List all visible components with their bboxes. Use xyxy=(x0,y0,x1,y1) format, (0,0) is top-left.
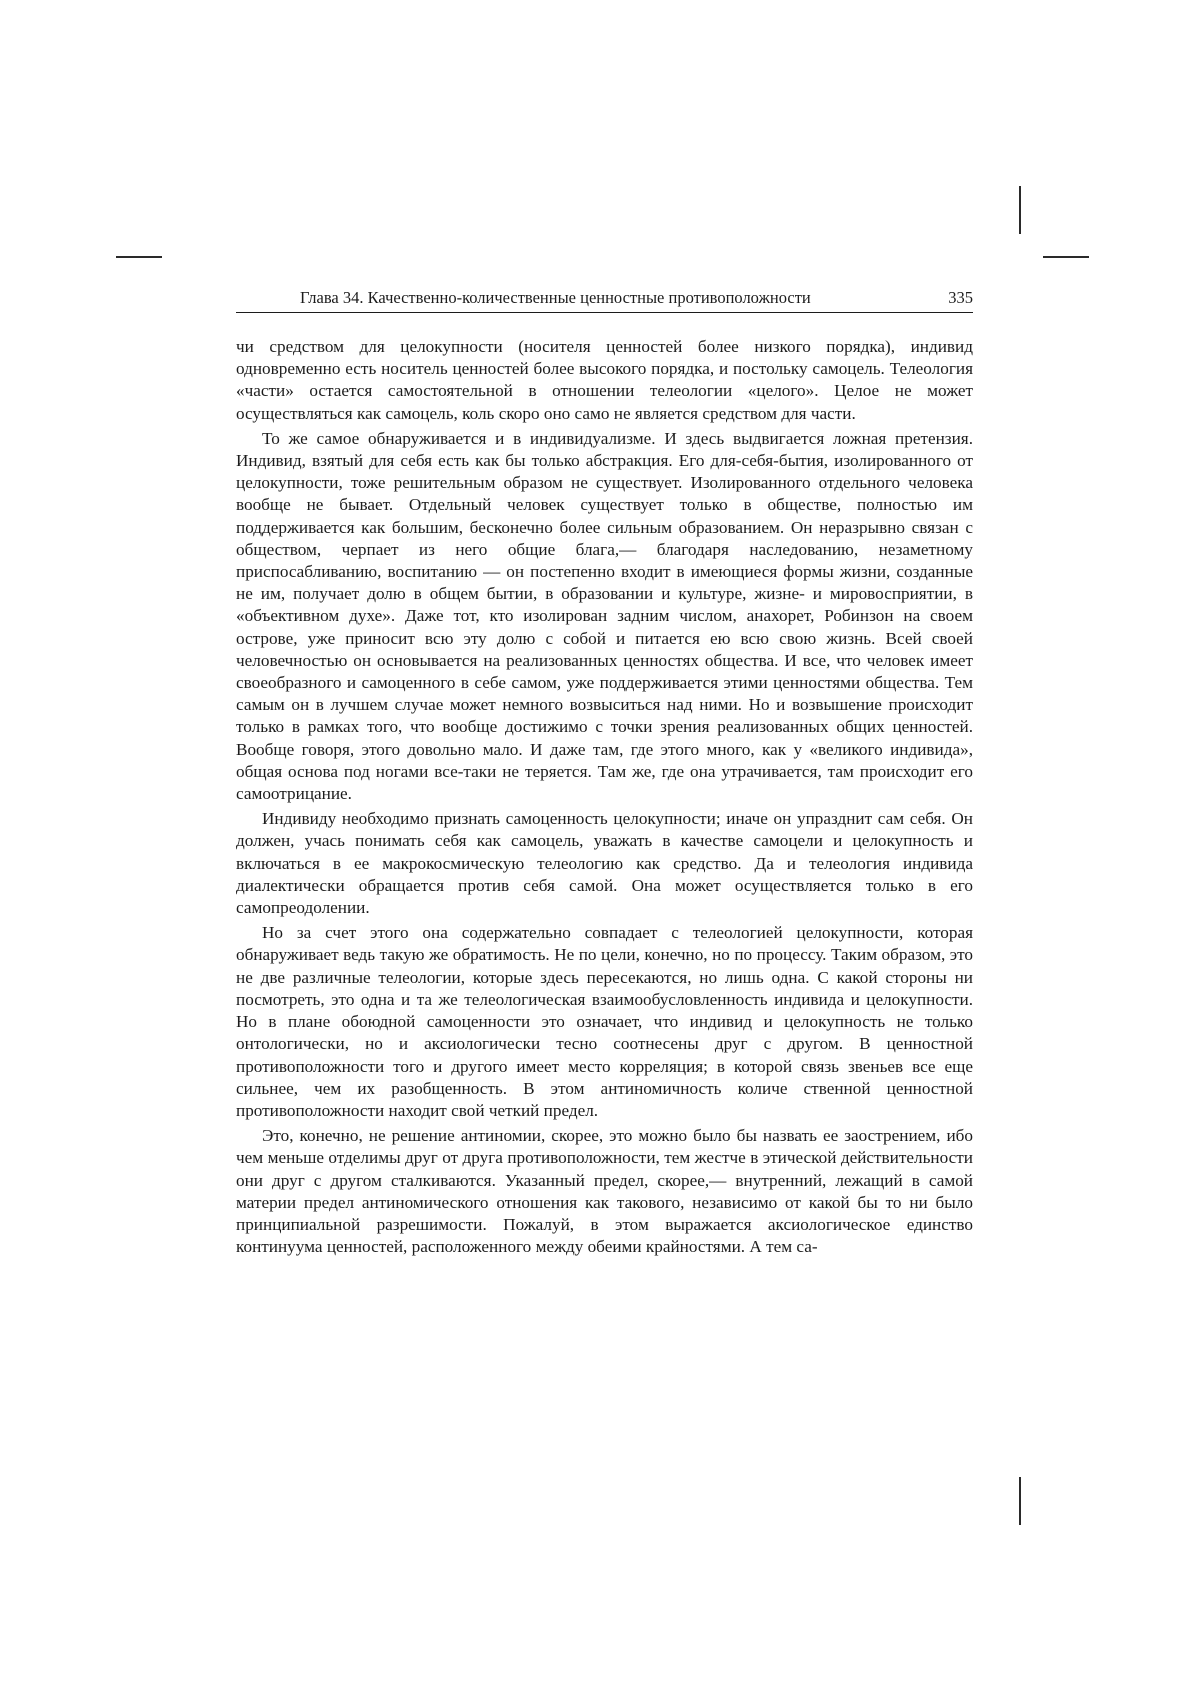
paragraph: чи средством для целокупности (носителя ценностей более низкого порядка), индивид одновременно есть носитель ценностей более высокого порядка, и постольку самоцель. Телеология «части» остается самостоятельной в отношении телеологии «целого». Целое не может осуществляться как самоцель, коль скоро оно само не является средством для части. xyxy=(236,337,973,423)
crop-mark-right xyxy=(1043,256,1089,258)
page-number: 335 xyxy=(948,288,973,307)
paragraph: Индивиду необходимо признать самоценность целокупности; иначе он упразднит сам себя. Он должен, учась понимать себя как самоцель, уважать в качестве самоцели и целокупность и включаться в ее макрокосмическую телеологию как средство. Да и телеология индивида диалектически обращается против себя самой. Она может осуществляется только в его самопреодолении. xyxy=(236,809,973,918)
paragraph: Но за счет этого она содержательно совпадает с телеологией целокупности, которая обнаруживает ведь такую же обратимость. Не по цели, конечно, но по процессу. Таким образом, это не две различные телеологии, которые здесь пересекаются, но лишь одна. С какой стороны ни посмотреть, это одна и та же телеологическая взаимообусловленность индивида и целокупности. Но в плане обоюдной самоценности это означает, что индивид и целокупность не только онтологически, но и аксиологически тесно соотнесены друг с другом. В ценностной противоположности того и другого имеет место корреляция; в которой связь звеньев все еще сильнее, чем их разобщенность. В этом антиномичность количе ственной ценностной противоположности находит свой четкий предел. xyxy=(236,923,973,1120)
body-text xyxy=(236,336,973,1258)
paragraph: Это, конечно, не решение антиномии, скорее, это можно было бы назвать ее заострением, ибо чем меньше отделимы друг от друга противоположности, тем жестче в этической действительности они друг с другом сталкиваются. Указанный предел, скорее,— внутренний, лежащий в самой материи предел антиномического отношения как такового, независимо от какой бы то ни было принципиальной разрешимости. Пожалуй, в этом выражается аксиологическое единство континуума ценностей, расположенного между обеими крайностями. А тем са- xyxy=(236,1126,973,1257)
chapter-title: Глава 34. Качественно-количественные ценностные противоположности xyxy=(300,288,811,307)
paragraph: То же самое обнаруживается и в индивидуализме. И здесь выдвигается ложная претензия. Индивид, взятый для себя есть как бы только абстракция. Его для-себя-бытия, изолированного от целокупности, тоже решительным образом не существует. Изолированного отдельного человека вообще не бывает. Отдельный человек существует только в обществе, полностью им поддерживается как большим, бесконечно более сильным образованием. Он неразрывно связан с обществом, черпает из него общие блага,— благодаря наследованию, незаметному приспосабливанию, воспитанию — он постепенно входит в имеющиеся формы жизни, созданные не им, получает долю в общем бытии, в образовании и культуре, жизне- и мировосприятии, в «объективном духе». Даже тот, кто изолирован задним числом, анахорет, Робинзон на своем острове, уже приносит всю эту долю с собой и питается ею всю свою жизнь. Всей своей человечностью он основывается на реализованных ценностях общества. И все, что человек имеет своеобразного и самоценного в себе самом, уже поддерживается этими ценностями общества. Тем самым он в лучшем случае может немного возвыситься над ними. Но и возвышение происходит только в рамках того, что вообще достижимо с точки зрения реализованных общих ценностей. Вообще говоря, этого довольно мало. И даже там, где этого много, как у «великого индивида», общая основа под ногами все-таки не теряется. Там же, где она утрачивается, там происходит его самоотрицание. xyxy=(236,428,973,804)
running-header xyxy=(236,288,973,313)
crop-mark-left xyxy=(116,256,162,258)
crop-mark-bottom xyxy=(1019,1477,1021,1525)
crop-mark-top xyxy=(1019,186,1021,234)
